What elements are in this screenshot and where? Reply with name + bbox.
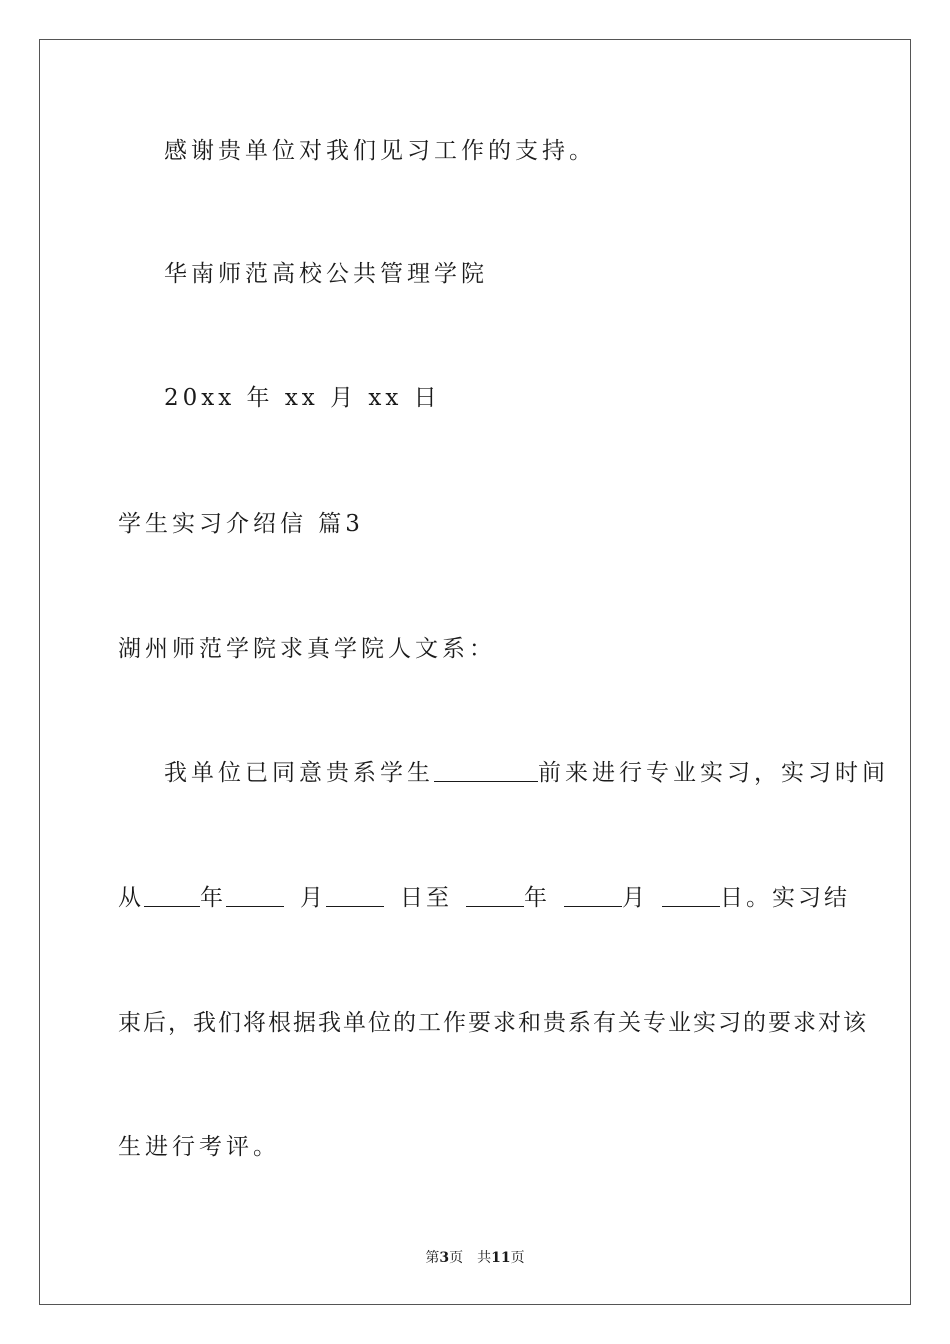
body-line-3: 束后，我们将根据我单位的工作要求和贵系有关专业实习的要求对该 — [118, 1010, 868, 1036]
body-line-1-end: 前来进行专业实习，实习时间 — [538, 760, 889, 786]
year-text-1: 年 — [200, 885, 226, 911]
body-line-1 — [164, 758, 889, 788]
thanks-paragraph: 感谢贵单位对我们见习工作的支持。 — [164, 138, 596, 164]
from-text: 从 — [118, 885, 144, 911]
footer-prefix: 第 — [425, 1250, 440, 1266]
start-year-blank — [144, 886, 200, 907]
end-day-blank — [662, 886, 720, 907]
signature-organization: 华南师范高校公共管理学院 — [164, 261, 488, 287]
start-day-blank — [326, 886, 384, 907]
page-footer — [0, 1247, 950, 1267]
footer-total-suffix: 页 — [510, 1250, 525, 1266]
section-title: 学生实习介绍信 篇3 — [118, 511, 364, 537]
year-text-2: 年 — [524, 885, 550, 911]
body-line-4: 生进行考评。 — [118, 1134, 280, 1160]
start-month-blank — [226, 886, 284, 907]
footer-page-suffix: 页 — [449, 1250, 464, 1266]
total-pages-number: 11 — [491, 1250, 511, 1266]
student-name-blank — [434, 761, 538, 782]
page-border — [39, 39, 911, 1305]
end-month-blank — [564, 886, 622, 907]
footer-total-prefix: 共 — [477, 1250, 492, 1266]
body-line-1-start: 我单位已同意贵系学生 — [164, 760, 434, 786]
day-to-text: 日至 — [400, 885, 452, 911]
signature-date: 20xx 年 xx 月 xx 日 — [164, 385, 441, 411]
end-year-blank — [466, 886, 524, 907]
salutation: 湖州师范学院求真学院人文系： — [118, 636, 496, 662]
body-line-2 — [118, 883, 850, 913]
current-page-number: 3 — [439, 1250, 450, 1266]
end-text: 日。实习结 — [720, 885, 850, 911]
month-text-2: 月 — [622, 885, 648, 911]
month-text-1: 月 — [300, 885, 326, 911]
